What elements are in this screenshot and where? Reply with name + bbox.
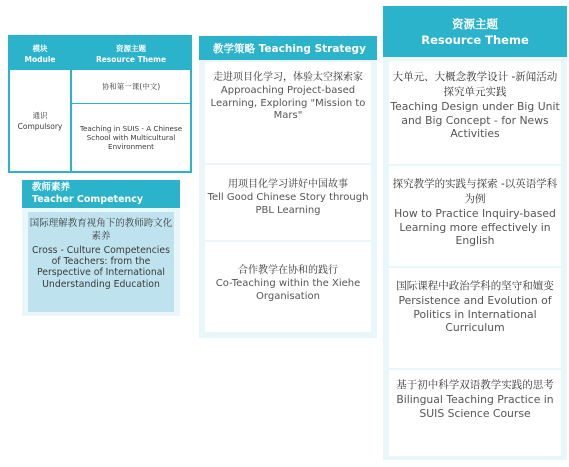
teacher-competency-title-en: Teacher Competency xyxy=(32,194,144,205)
resource-card-cn: 基于初中科学双语教学实践的思考 xyxy=(396,379,554,391)
module-header xyxy=(10,37,70,70)
resource-card-cn: 探究教学的实践与探索 -以英语学科为例 xyxy=(392,178,558,205)
resource-theme-header-en: Resource Theme xyxy=(95,54,167,64)
theme-cell-teaching-in-suis: Teaching in SUIS - A Chinese School with Multicultural Environment xyxy=(79,124,183,151)
strategy-card-en: Co-Teaching within the Xiehe Organisation xyxy=(215,278,361,302)
module-cell-en: Compulsory xyxy=(17,121,63,131)
resource-card-en: Bilingual Teaching Practice in SUIS Science Course xyxy=(396,393,554,420)
strategy-card-en: Tell Good Chinese Story through PBL Learning xyxy=(207,192,369,216)
resource-theme-panel-title-cn: 资源主题 xyxy=(452,16,498,31)
resource-card-cn: 大单元、大概念教学设计 -新闻活动探究单元实践 xyxy=(392,71,558,98)
resource-card-cn: 国际课程中政治学科的坚守和嬗变 xyxy=(396,280,554,292)
module-header-cn: 模块 xyxy=(32,43,48,53)
strategy-card-cn: 走进项目化学习，体验太空探索家 xyxy=(213,72,363,83)
resource-card-en: Persistence and Evolution of Politics in International Curriculum xyxy=(398,294,552,334)
module-table xyxy=(8,35,192,173)
strategy-card xyxy=(205,165,371,240)
resource-theme-header xyxy=(72,37,190,70)
teacher-competency-item-cn: 国际理解教育视角下的教师跨文化素养 xyxy=(29,218,173,242)
teacher-competency-title-cn: 教师素养 xyxy=(32,182,71,193)
resource-card-en: Teaching Design under Big Unit and Big Concept - for News Activities xyxy=(390,100,560,140)
strategy-card-en: Approaching Project-based Learning, Exploring "Mission to Mars" xyxy=(210,85,366,121)
resource-theme-panel-title-en: Resource Theme xyxy=(421,32,529,47)
resource-theme-header-cn: 资源主题 xyxy=(116,43,146,53)
strategy-card xyxy=(205,242,371,332)
resource-card xyxy=(389,370,561,456)
module-cell xyxy=(10,70,70,171)
resource-card xyxy=(389,61,561,164)
teaching-strategy-header: 教学策略 Teaching Strategy xyxy=(199,36,377,60)
theme-cell-first-lesson: 协和第一课(中文) xyxy=(101,82,161,91)
teacher-competency-header xyxy=(22,180,180,208)
teacher-competency-panel xyxy=(22,180,180,316)
resource-card xyxy=(389,166,561,266)
module-cell-cn: 通识 xyxy=(32,110,48,120)
resource-theme-panel xyxy=(383,6,567,460)
strategy-card xyxy=(205,62,371,163)
teacher-competency-item xyxy=(28,212,174,312)
teacher-competency-item-en: Cross - Culture Competencies of Teachers: from the Perspective of International Understanding Education xyxy=(32,245,170,290)
resource-card xyxy=(389,268,561,368)
module-header-en: Module xyxy=(24,54,56,64)
strategy-card-cn: 合作教学在协和的践行 xyxy=(238,265,338,276)
resource-card-en: How to Practice Inquiry-based Learning more effectively in English xyxy=(394,207,556,247)
resource-theme-panel-header xyxy=(383,6,567,57)
teaching-strategy-panel xyxy=(199,36,377,338)
strategy-card-cn: 用项目化学习讲好中国故事 xyxy=(228,179,348,190)
